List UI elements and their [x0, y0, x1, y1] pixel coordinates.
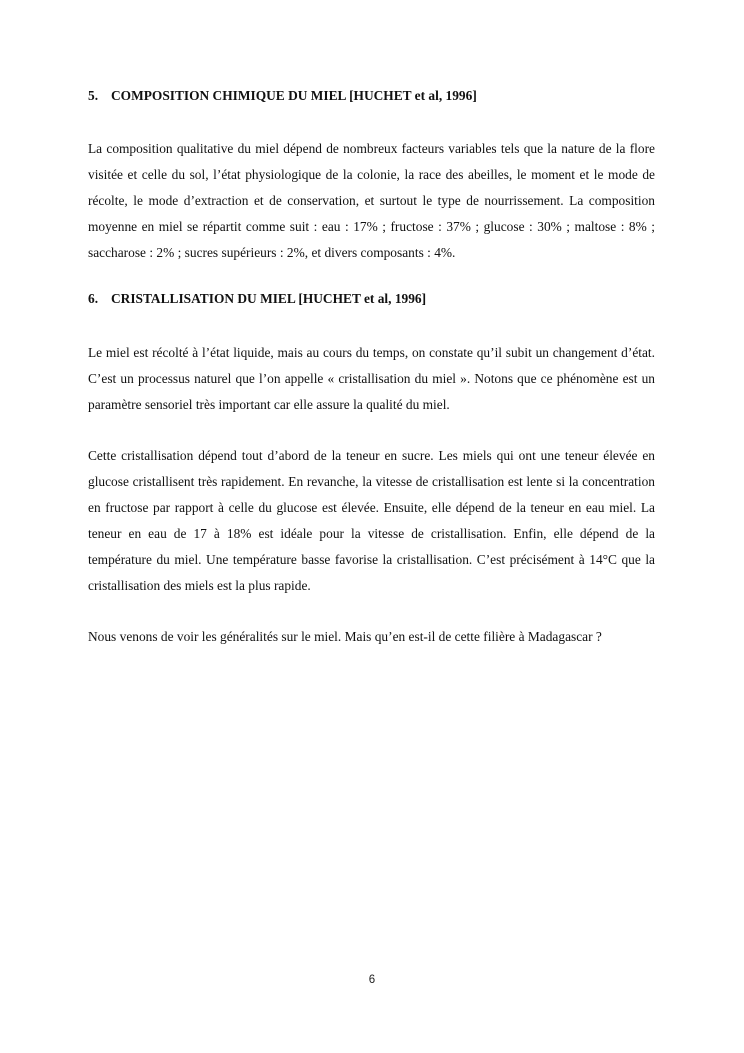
document-page: [88, 80, 655, 650]
section-title: COMPOSITION CHIMIQUE DU MIEL [HUCHET et al, 1996]: [111, 88, 477, 103]
page-number: 6: [368, 974, 376, 986]
section-heading-composition: [88, 86, 655, 106]
section-title: CRISTALLISATION DU MIEL [HUCHET et al, 1996]: [111, 291, 427, 306]
section-number: 5.: [88, 88, 99, 103]
section-number: 6.: [88, 291, 99, 306]
section-heading-cristallisation: [88, 289, 655, 309]
paragraph-composition: La composition qualitative du miel dépend de nombreux facteurs variables tels que la nature de la flore visitée et celle du sol, l’état physiologique de la colonie, la race des abeilles, le moment et le mode de récolte, le mode d’extraction et de conservation, et surtout le type de nourrissement. La composition moyenne en miel se répartit comme suit : eau : 17% ; fructose : 37% ; glucose : 30% ; maltose : 8% ; saccharose : 2% ; sucres supérieurs : 2%, et divers composants : 4%.: [88, 141, 655, 260]
paragraph-cristallisation-intro: Le miel est récolté à l’état liquide, mais au cours du temps, on constate qu’il subit un changement d’état. C’est un processus naturel que l’on appelle « cristallisation du miel ». Notons que ce phénomène est un paramètre sensoriel très important car elle assure la qualité du miel.: [88, 345, 655, 412]
paragraph-conclusion: Nous venons de voir les généralités sur le miel. Mais qu’en est-il de cette filière à Madagascar ?: [88, 629, 602, 644]
paragraph-cristallisation-factors: Cette cristallisation dépend tout d’abord de la teneur en sucre. Les miels qui ont une teneur élevée en glucose cristallisent très rapidement. En revanche, la vitesse de cristallisation est lente si la concentration en fructose par rapport à celle du glucose est élevée. Ensuite, elle dépend de la teneur en eau miel. La teneur en eau de 17 à 18% est idéale pour la vitesse de cristallisation. Enfin, elle dépend de la température du miel. Une température basse favorise la cristallisation. C’est précisément à 14°C que la cristallisation des miels est la plus rapide.: [88, 448, 655, 593]
